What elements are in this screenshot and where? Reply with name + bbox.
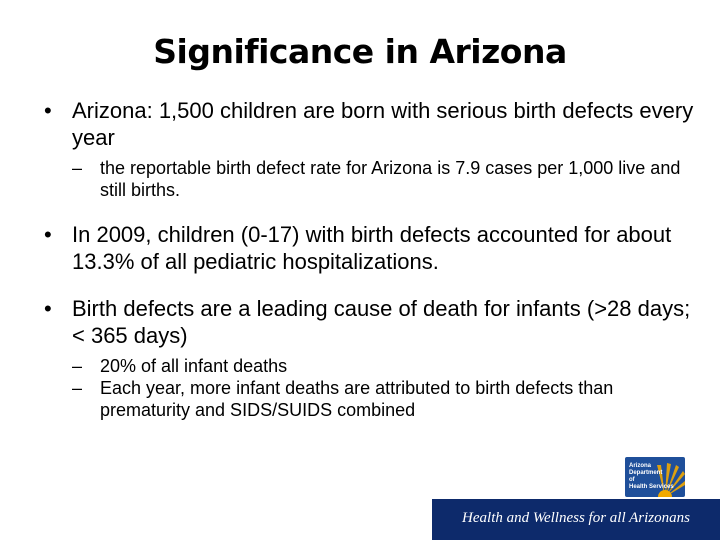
bullet-text: Arizona: 1,500 children are born with serious birth defects every year bbox=[72, 98, 694, 150]
footer-tagline: Health and Wellness for all Arizonans bbox=[462, 510, 690, 526]
bullet-item bbox=[44, 295, 694, 349]
sub-bullet-item bbox=[44, 377, 694, 421]
sub-bullet-marker: – bbox=[72, 378, 83, 398]
bullet-marker: • bbox=[44, 296, 52, 321]
footer-bar bbox=[432, 499, 720, 540]
logo-text: Arizona Department of Health Services bbox=[629, 463, 674, 490]
bullet-text: In 2009, children (0-17) with birth defects accounted for about 13.3% of all pediatric hospitalizations. bbox=[72, 222, 672, 274]
slide-content bbox=[44, 97, 694, 421]
sub-bullet-marker: – bbox=[72, 356, 83, 376]
adhs-logo bbox=[625, 457, 685, 497]
sub-bullet-text: 20% of all infant deaths bbox=[100, 356, 288, 376]
sub-bullet-item bbox=[44, 157, 694, 201]
sub-bullet-text: the reportable birth defect rate for Arizona is 7.9 cases per 1,000 live and still births. bbox=[100, 158, 681, 200]
sub-bullet-marker: – bbox=[72, 158, 83, 178]
bullet-item bbox=[44, 97, 694, 151]
sub-bullet-text: Each year, more infant deaths are attributed to birth defects than prematurity and SIDS/SUIDS combined bbox=[100, 378, 614, 420]
sub-bullet-item bbox=[44, 355, 694, 377]
slide-title: Significance in Arizona bbox=[153, 32, 567, 71]
bullet-item bbox=[44, 221, 694, 275]
bullet-marker: • bbox=[44, 98, 52, 123]
bullet-marker: • bbox=[44, 222, 52, 247]
bullet-text: Birth defects are a leading cause of death for infants (>28 days; < 365 days) bbox=[72, 296, 691, 348]
